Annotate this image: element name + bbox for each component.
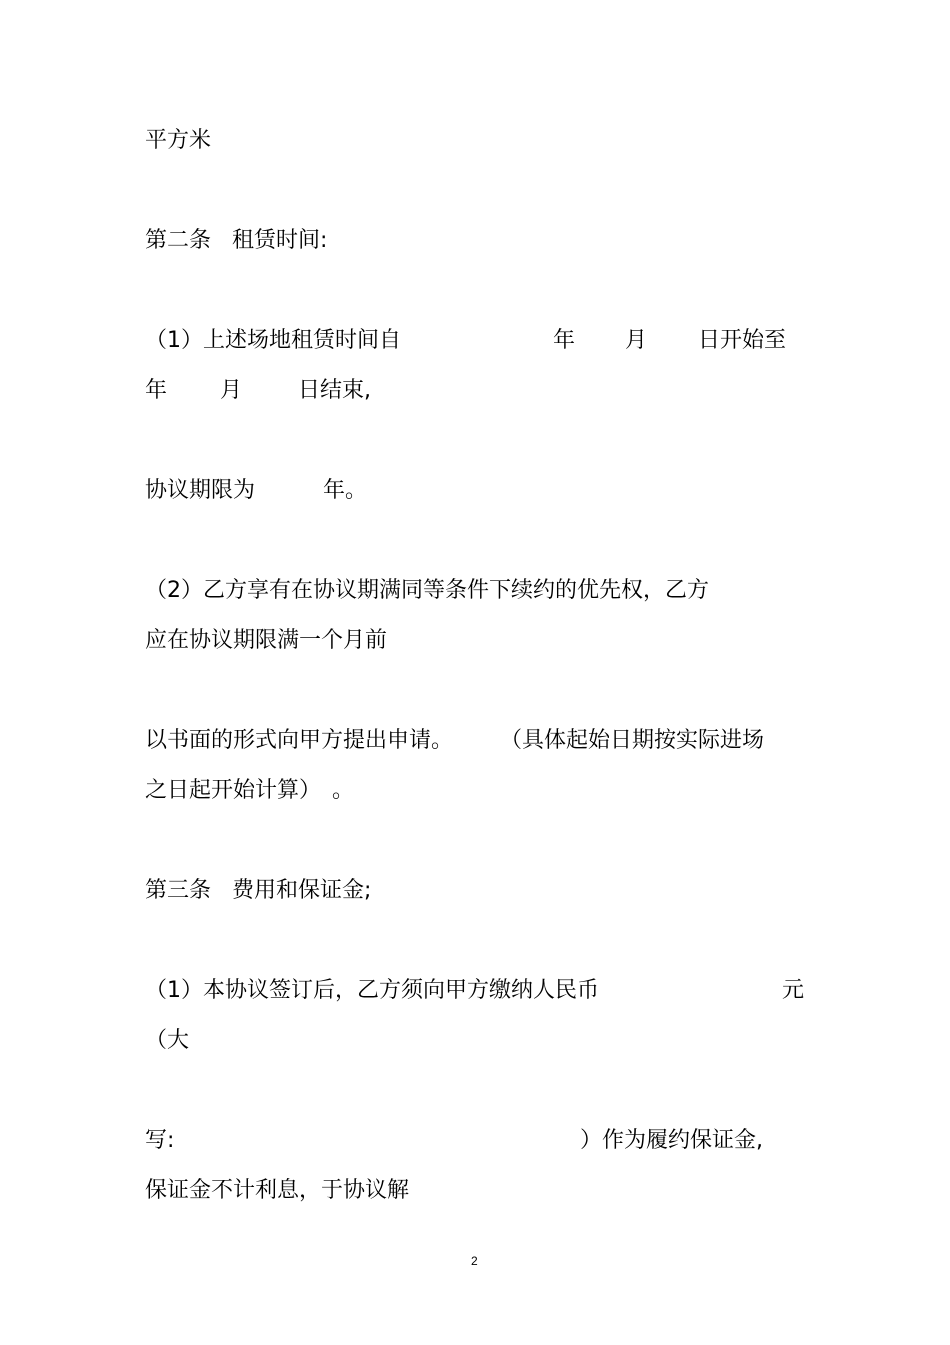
text-fragment: （具体起始日期按实际进场 [500,728,765,753]
text-line: 应在协议期限满一个月前 [145,628,388,653]
text-fragment: 月 [625,328,648,353]
text-fragment: 日结束, [298,378,371,403]
article-heading: 第三条 费用和保证金; [145,878,372,903]
text-line: 写: [145,1128,175,1153]
page-number: 2 [471,1254,478,1268]
article-heading: 第二条 租赁时间: [145,228,328,253]
text-line: （2）乙方享有在协议期满同等条件下续约的优先权，乙方 [145,578,709,603]
text-line: （1）本协议签订后，乙方须向甲方缴纳人民币 [145,978,599,1003]
text-fragment: ）作为履约保证金, [580,1128,763,1153]
text-line: （大 [145,1028,190,1053]
text-fragment: 年 [553,328,576,353]
text-line: 之日起开始计算） [145,778,322,803]
text-line: 协议期限为 [145,478,256,503]
text-line: 保证金不计利息，于协议解 [145,1178,410,1203]
text-fragment: 年。 [323,478,368,503]
text-line: 平方米 [145,128,212,153]
text-fragment: 月 [220,378,243,403]
text-line: 以书面的形式向甲方提出申请。 [145,728,454,753]
text-fragment: 年 [145,378,168,403]
text-line: （1）上述场地租赁时间自 [145,328,401,353]
text-fragment: 日开始至 [698,328,787,353]
text-fragment: 元 [782,978,805,1003]
text-fragment: 。 [332,778,355,803]
